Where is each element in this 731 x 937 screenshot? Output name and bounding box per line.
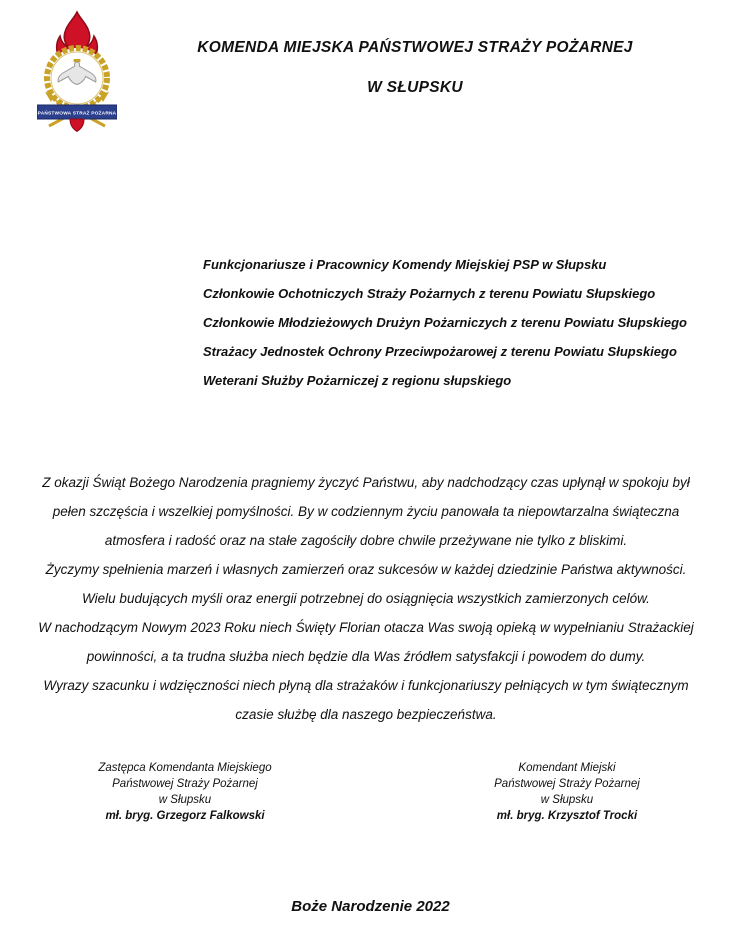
document-header (100, 38, 730, 98)
addressee-line: Strażacy Jednostek Ochrony Przeciwpożarowej z terenu Powiatu Słupskiego (203, 344, 677, 359)
signature-line: w Słupsku (540, 794, 594, 806)
signature-name: mł. bryg. Krzysztof Trocki (496, 810, 638, 822)
body-line: Wielu budujących myśli oraz energii potrzebnej do osiągnięcia wszystkich zamierzonych celów. (82, 591, 650, 606)
signature-line: Państwowej Straży Pożarnej (112, 778, 258, 790)
banner-text: PAŃSTWOWA STRAŻ POŻARNA (37, 111, 117, 117)
signature-block-commandant (437, 760, 697, 824)
body-line: pełen szczęścia i wszelkiej pomyślności. By w codziennym życiu panowała ta niepowtarzalna świąteczna (52, 504, 680, 519)
addressee-line: Członkowie Młodzieżowych Drużyn Pożarniczych z terenu Powiatu Słupskiego (203, 315, 687, 330)
body-line: Życzymy spełnienia marzeń i własnych zamierzeń oraz sukcesów w każdej dziedzinie Państwa aktywności. (45, 562, 687, 577)
signature-line: Zastępca Komendanta Miejskiego (98, 762, 272, 774)
signature-block-deputy (55, 760, 315, 824)
body-line: Wyrazy szacunku i wdzięczności niech płyną dla strażaków i funkcjonariuszy pełniących w tym świątecznym (43, 678, 689, 693)
addressee-line: Członkowie Ochotniczych Straży Pożarnych z terenu Powiatu Słupskiego (203, 286, 656, 301)
signature-line: Państwowej Straży Pożarnej (494, 778, 640, 790)
greeting-body (26, 468, 706, 729)
header-title-line2: W SŁUPSKU (367, 79, 463, 96)
signature-line: Komendant Miejski (518, 762, 616, 774)
body-line: powinności, a ta trudna służba niech będzie dla Was źródłem satysfakcji i powodem do dumy. (86, 649, 646, 664)
addressee-line: Funkcjonariusze i Pracownicy Komendy Miejskiej PSP w Słupsku (203, 257, 607, 272)
body-line: atmosfera i radość oraz na stałe zagościły dobre chwile przeżywane nie tylko z bliskimi. (104, 533, 628, 548)
footer-title: Boże Narodzenie 2022 (291, 898, 450, 915)
bottom-flame-tip-icon (70, 119, 84, 132)
header-title-line1: KOMENDA MIEJSKA PAŃSTWOWEJ STRAŻY POŻARNEJ (197, 39, 633, 56)
body-line: W nachodzącym Nowym 2023 Roku niech Święty Florian otacza Was swoją opieką w wypełnianiu Strażackiej (38, 620, 694, 635)
addressee-list (203, 250, 713, 395)
body-line: czasie służbę dla naszego bezpieczeństwa. (235, 707, 497, 722)
signature-name: mł. bryg. Grzegorz Falkowski (105, 810, 265, 822)
addressee-line: Weterani Służby Pożarniczej z regionu słupskiego (203, 373, 512, 388)
banner-ribbon (37, 105, 117, 119)
signature-line: w Słupsku (158, 794, 212, 806)
body-line: Z okazji Świąt Bożego Narodzenia pragniemy życzyć Państwu, aby nadchodzący czas upłynął w spokoju był (42, 475, 690, 490)
